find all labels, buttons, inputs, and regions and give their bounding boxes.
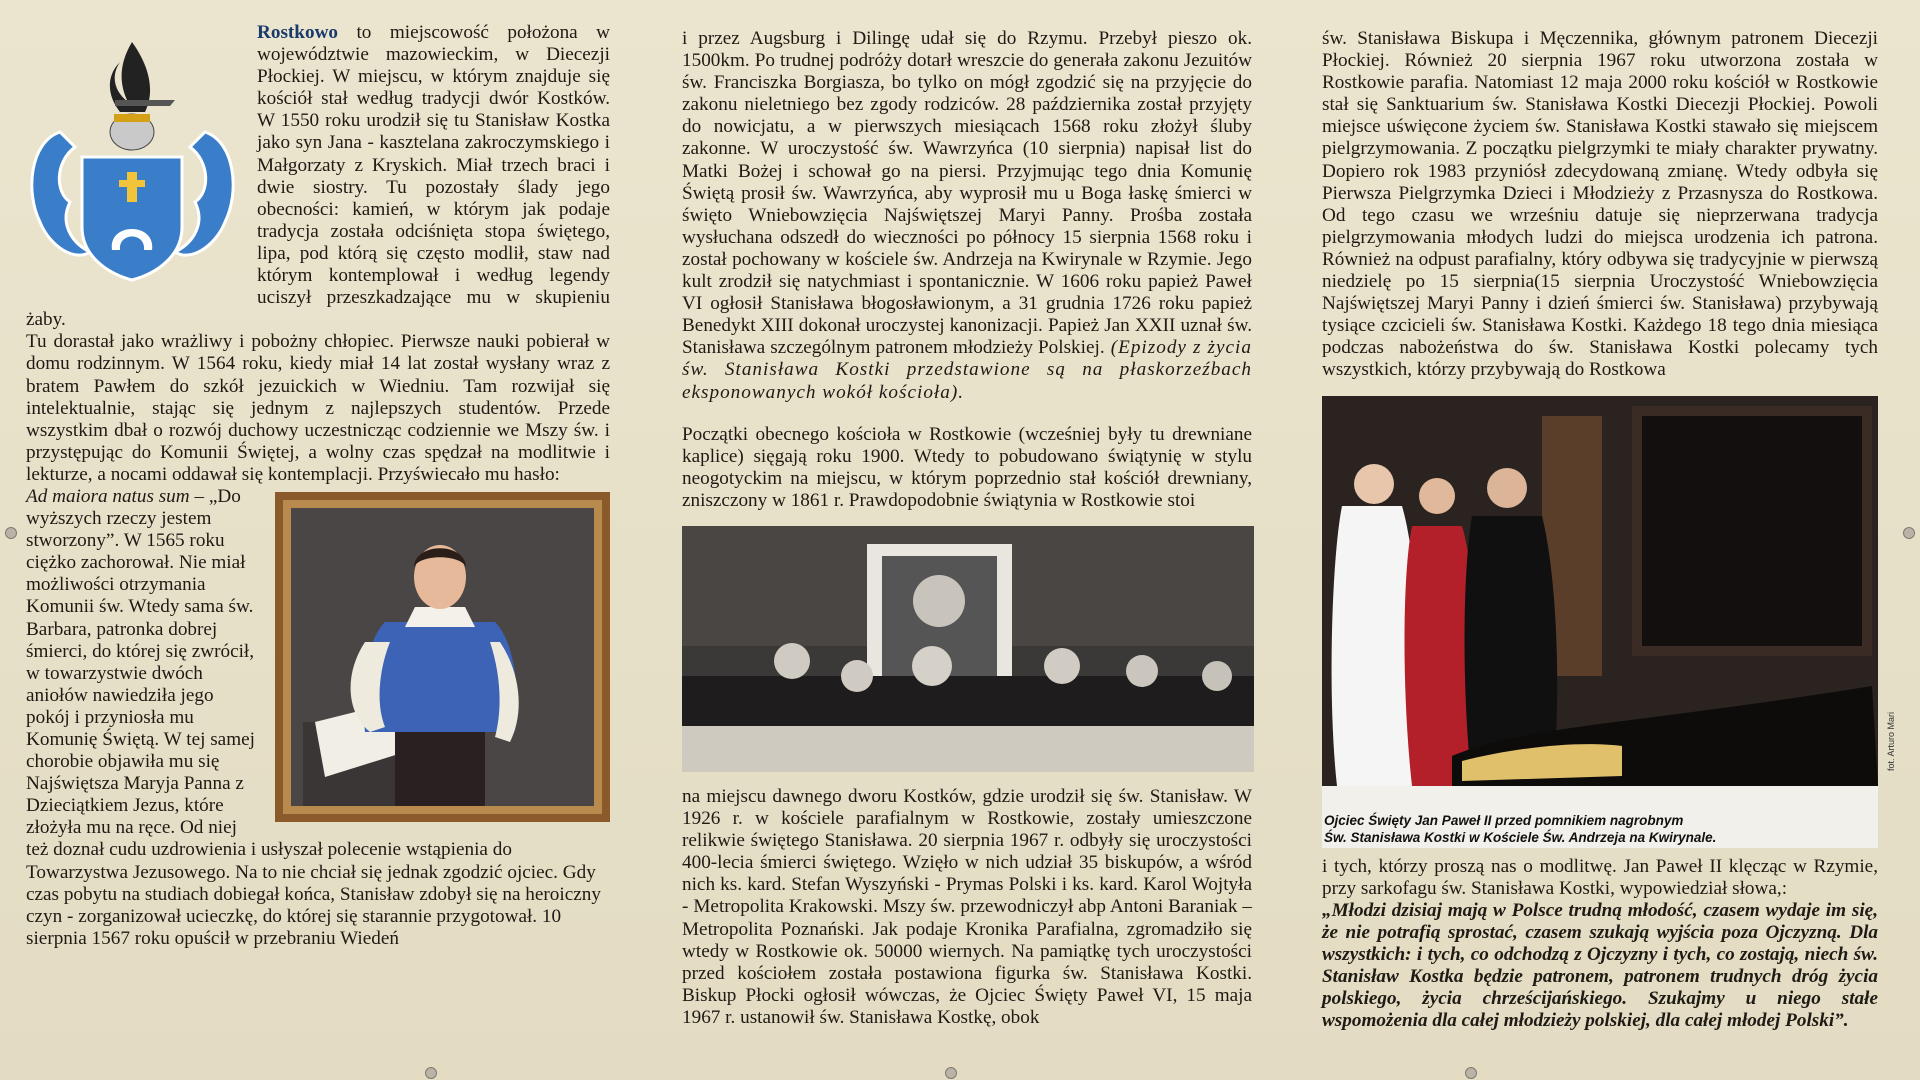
relics-text: na miejscu dawnego dworu Kostków, gdzie urodził się św. Stanisław. W 1926 r. w kościele parafialnym w Rostkowie, zostały umieszczone relikwie świętego Stanisława. 20 sierpnia 1967 r. odbyły się uroczystości 400-lecia śmierci świętego. Wzięło w nich udział 35 biskupów, a wśród nich ks. kard. Stefan Wyszyński - Prymas Polski i ks. kard. Karol Wojtyła - Metropolita Krakowski. Mszy św. przewodniczył abp Antoni Baraniak – Metropolita Poznański. Jak podaje Kronika Parafialna, zgromadziło się wtedy w Rostkowie ok. 50000 wiernych. Na pamiątkę tych uroczystości przed kościołem została postawiona figurka św. Stanisława Kostki. Biskup Płocki ogłosił wówczas, że Ojciec Święty Paweł VI, 15 maja 1967 r. ustanowił św. Stanisława Kostkę, obok (682, 785, 1252, 1028)
youth-text: Tu dorastał jako wrażliwy i pobożny chłopiec. Pierwsze nauki pobierał w domu rodzinnym. W 1564 roku, kiedy miał 14 lat został wysłany wraz z bratem Pawłem do szkół jezuickich w Wiedniu. Tam rozwijał się intelektualnie, stając się jednym z najlepszych studentów. Przede wszystkim dbał o rozwój duchowy uczestnicząc codziennie we Mszy św. i przystępując do Komunii Świętej, a wolny czas spędzał na modlitwie i lekturze, a nocami oddawał się kontemplacji. Przyświecało mu hasło: (26, 331, 610, 485)
photo-caption-line-2: Św. Stanisława Kostki w Kościele Św. Andrzeja na Kwirynale. (1324, 829, 1717, 845)
journey-paragraph (682, 28, 1252, 404)
photo-caption-line-1: Ojciec Święty Jan Paweł II przed pomnikiem nagrobnym (1324, 812, 1684, 828)
column-3 (1322, 28, 1896, 1032)
sanctuary-text: św. Stanisława Biskupa i Męczennika, głównym patronem Diecezji Płockiej. Również 20 sierpnia 1967 roku utworzona została w Rostkowie parafia. Natomiast 12 maja 2000 roku kościół w Rostkowie stał się Sanktuarium św. Stanisława Kostki Diecezji Płockiej. Powoli miejsce uświęcone życiem św. Stanisława Kostki stawało się miejscem pielgrzymowania. Z początku pielgrzymki te miały charakter prywatny. Dopiero rok 1983 przyniósł zdecydowaną zmianę. Wtedy odbyła się Pierwsza Pielgrzymka Dzieci i Młodzieży z Przasnysza do Rostkowa. Od tego czasu we wrześniu datuje się nieprzerwana tradycja pielgrzymowania młodych ludzi do miejsca urodzenia ich patrona. Również na odpust parafialny, który odbywa się tradycyjnie w pierwszą niedzielę po 15 sierpnia(15 sierpnia Uroczystość Wniebowzięcia Najświętszej Maryi Panny i dzień śmierci św. Stanisława) przybywają tysiące czcicieli św. Stanisława Kostki. Każdego 18 tego dnia miesiąca podczas nabożeństwa do św. Stanisława Kostki polecamy tych wszystkich, którzy przybywają do Rostkowa (1322, 28, 1878, 381)
illness-text: W 1565 roku ciężko zachorował. Nie miał możliwości otrzymania Komunii św. Wtedy sama św. Barbara, patronka dobrej śmierci, do której się zwrócił, w towarzystwie dwóch aniołów nawiedziła jego pokój i przyniosła mu Komunię Świętą. W tej samej chorobie objawiła mu się Najświętsza Maryja Panna z Dzieciątkiem Jezus, które złożyła mu na ręce. Od niej też doznał cudu uzdrowienia i usłyszał polecenie wstąpienia do Towarzystwa Jezusowego. Na to nie chciał się jednak zgodzić ojciec. Gdy czas pobytu na studiach dobiegał końca, Stanisław zdobył się na heroiczny czyn - zorganizował ucieczkę, do której się starannie przygotował. 10 sierpnia 1567 roku opuścił w przebraniu Wiedeń (26, 530, 601, 949)
rivet (5, 527, 17, 539)
journey-text: i przez Augsburg i Dilingę udał się do Rzymu. Przebył pieszo ok. 1500km. Po trudnej podróży dotarł wreszcie do generała zakonu Jezuitów św. Franciszka Borgiasza, bo tylko on mógł zgodzić się na przyjęcie do zakonu nieletniego bez zgody rodziców. 28 października został przyjęty do nowicjatu, a w pierwszych miesiącach 1568 roku złożył śluby zakonne. W uroczystość św. Wawrzyńca (10 sierpnia) napisał list do Matki Bożej i schował go na piersi. Przyjmując tego dnia Komunię Świętą prosił św. Wawrzyńca, aby wyprosił mu u Boga łaskę śmierci w święto Wniebowzięcia Najświętszej Maryi Panny. Prośba została wysłuchana odszedł do wieczności po północy 15 sierpnia 1568 roku i został pochowany w kościele św. Andrzeja na Kwirynale w Rzymie. Jego kult zrodził się natychmiast i spontanicznie. W 1606 roku papież Paweł VI ogłosił Stanisława błogosławionym, a 31 grudnia 1726 roku papież Benedykt XIII dokonał uroczystej kanonizacji. Papież Jan XXII uznał św. Stanisława szczególnym patronem młodzieży Polskiej. (682, 28, 1252, 359)
photo-caption (1324, 812, 1716, 846)
relics-paragraph (682, 786, 1252, 1029)
pope-photo (1322, 396, 1896, 848)
photo-credit: fot. Arturo Mari (1886, 711, 1896, 771)
ceremony-photo-image (682, 526, 1254, 772)
sanctuary-paragraph (1322, 28, 1878, 382)
intro-text: to miejscowość położona w województwie mazowieckim, w Diecezji Płockiej. W miejscu, w którym znajduje się kościół stał według tradycji dwór Kostków. W 1550 roku urodził się tu Stanisław Kostka jako syn Jana - kasztelana zakroczymskiego i Małgorzaty z Kryskich. Miał trzech braci i dwie siostry. Tu pozostały ślady jego obecności: kamień, w którym jak podaje tradycja została odciśnięta stopa świętego, lipa, pod którą się często modlił, staw nad którym kontemplował i według legendy uciszył przeszkadzające mu w skupieniu żaby. (26, 22, 610, 331)
rivet (425, 1067, 437, 1079)
column-2 (682, 28, 1252, 1029)
prayer-paragraph (1322, 856, 1878, 900)
motto-latin: Ad maiora natus sum (26, 485, 190, 507)
rivet (1903, 527, 1915, 539)
motto-translation: – „Do wyższych rzeczy jestem stworzony”. (26, 485, 241, 552)
prayer-text: i tych, którzy proszą nas o modlitwę. Jan Paweł II klęcząc w Rzymie, przy sarkofagu św. Stanisława Kostki, wypowiedział słowa,: (1322, 855, 1878, 899)
rivet (945, 1067, 957, 1079)
town-name: Rostkowo (257, 22, 339, 43)
column-1 (26, 22, 610, 950)
church-history-paragraph (682, 424, 1252, 512)
church-history-text: Początki obecnego kościoła w Rostkowie (wcześniej były tu drewniane kaplice) sięgają roku 1900. Wtedy to pobudowano świątynię w stylu neogotyckim na miejscu, w którym poprzednio stał kościół drewniany, zniszczony w 1861 r. Prawdopodobnie świątynia w Rostkowie stoi (682, 423, 1252, 511)
coat-of-arms-icon (20, 22, 245, 284)
saint-portrait-image (275, 492, 610, 822)
youth-paragraph (26, 331, 610, 486)
rivet (1465, 1067, 1477, 1079)
pope-photo-image (1322, 396, 1878, 848)
episodes-note: (Epizody z życia św. Stanisława Kostki przedstawione są na płaskorzeźbach eksponowanych wokół kościoła). (682, 337, 1252, 403)
pope-quote: „Młodzi dzisiaj mają w Polsce trudną młodość, czasem wydaje im się, że nie potrafią sprostać, czasem szukają wyjścia poza Ojczyzną. Dla wszystkich: i tych, co odchodzą z Ojczyzny i tych, co zostają, niech św. Stanisław Kostka będzie patronem, patronem trudnych dróg życia polskiego, życia chrześcijańskiego. Szukajmy u niego stałe wspomożenia dla całej młodzieży polskiej, dla całej młodej Polski”. (1322, 899, 1878, 1032)
